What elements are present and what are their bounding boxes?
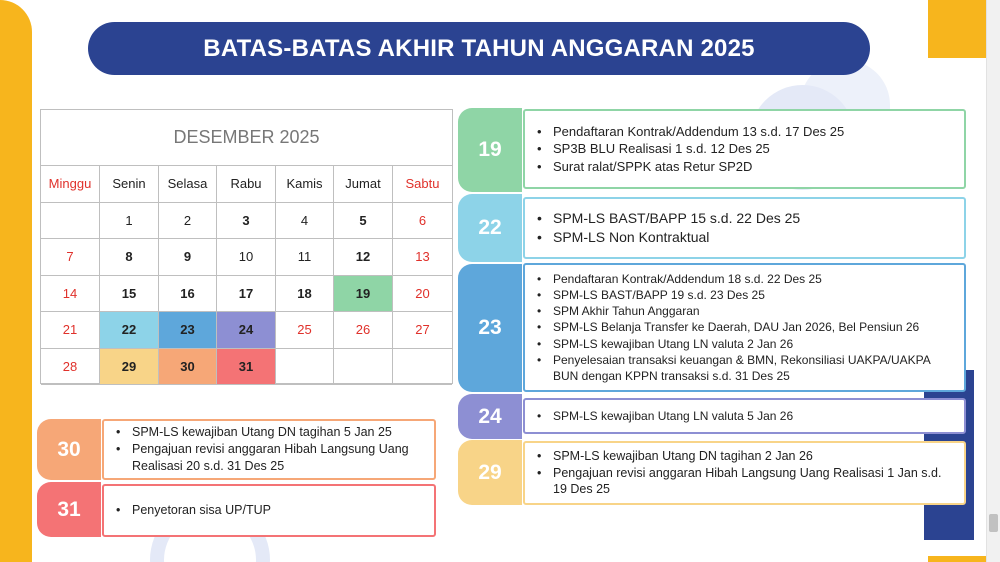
calendar-day: 24 (217, 312, 276, 349)
calendar-day: 23 (159, 312, 217, 349)
deadline-item: • SPM-LS BAST/BAPP 19 s.d. 23 Des 25 (537, 287, 954, 303)
deadline-items (537, 271, 954, 384)
date-tab-22: 22 (458, 194, 522, 262)
calendar-day: 2 (159, 203, 217, 240)
deadline-item: • Penyetoran sisa UP/TUP (116, 502, 271, 519)
calendar (40, 109, 453, 384)
deadline-box-19 (523, 109, 966, 189)
calendar-day: 6 (393, 203, 452, 240)
calendar-day: 31 (217, 349, 276, 386)
calendar-day: 28 (41, 349, 100, 386)
scrollbar-thumb[interactable] (989, 514, 998, 532)
calendar-day: 27 (393, 312, 452, 349)
calendar-day: 9 (159, 239, 217, 276)
vertical-scrollbar[interactable] (986, 0, 1000, 562)
calendar-day: 7 (41, 239, 100, 276)
calendar-day: 3 (217, 203, 276, 240)
calendar-day: 11 (276, 239, 334, 276)
calendar-day: 29 (100, 349, 159, 386)
calendar-day: 12 (334, 239, 393, 276)
deadline-box-29 (523, 441, 966, 505)
calendar-day: 4 (276, 203, 334, 240)
weekday-header: Selasa (159, 166, 217, 203)
calendar-day: 10 (217, 239, 276, 276)
deadline-item: • Pendaftaran Kontrak/Addendum 13 s.d. 17 Des 25 (537, 123, 844, 141)
deadline-item: • Pengajuan revisi anggaran Hibah Langsung Uang Realisasi 1 Jan s.d. 19 Des 25 (537, 465, 954, 499)
deadline-item: • SPM-LS kewajiban Utang DN tagihan 2 Jan 26 (537, 448, 954, 465)
deadline-item: • SPM-LS kewajiban Utang LN valuta 2 Jan 26 (537, 336, 954, 352)
deadline-item: • Pendaftaran Kontrak/Addendum 18 s.d. 22 Des 25 (537, 271, 954, 287)
deadline-box-23 (523, 263, 966, 392)
weekday-header: Senin (100, 166, 159, 203)
weekday-header: Minggu (41, 166, 100, 203)
decorative-top-right-square (928, 0, 986, 58)
deadline-item: • Penyelesaian transaksi keuangan & BMN, Rekonsiliasi UAKPA/UAKPA BUN dengan KPPN transaksi s.d. 31 Des 25 (537, 352, 954, 384)
calendar-day: 8 (100, 239, 159, 276)
calendar-empty-cell (334, 349, 393, 386)
deadline-box-31 (102, 484, 436, 537)
deadline-item: • Surat ralat/SPPK atas Retur SP2D (537, 158, 844, 176)
weekday-header: Sabtu (393, 166, 452, 203)
deadline-item: • SPM-LS BAST/BAPP 15 s.d. 22 Des 25 (537, 209, 800, 228)
calendar-day: 18 (276, 276, 334, 313)
date-tab-30: 30 (37, 419, 101, 480)
calendar-day: 20 (393, 276, 452, 313)
calendar-empty-cell (276, 349, 334, 386)
title-banner (88, 22, 870, 75)
date-tab-29: 29 (458, 440, 522, 505)
calendar-day: 15 (100, 276, 159, 313)
deadline-item: • SPM-LS kewajiban Utang LN valuta 5 Jan 26 (537, 408, 793, 424)
calendar-day: 30 (159, 349, 217, 386)
calendar-day: 5 (334, 203, 393, 240)
date-tab-19: 19 (458, 108, 522, 192)
deadline-item: • SPM-LS kewajiban Utang DN tagihan 5 Jan 25 (116, 424, 424, 441)
date-tab-23: 23 (458, 264, 522, 392)
calendar-grid (41, 166, 452, 385)
deadline-items (537, 123, 844, 176)
decorative-bottom-right-square (928, 556, 986, 562)
deadline-item: • Pengajuan revisi anggaran Hibah Langsung Uang Realisasi 20 s.d. 31 Des 25 (116, 441, 424, 475)
deadline-box-30 (102, 419, 436, 480)
calendar-day: 16 (159, 276, 217, 313)
weekday-header: Rabu (217, 166, 276, 203)
date-tab-31: 31 (37, 482, 101, 537)
calendar-month: DESEMBER 2025 (41, 110, 452, 166)
calendar-day: 21 (41, 312, 100, 349)
calendar-day: 25 (276, 312, 334, 349)
calendar-day: 14 (41, 276, 100, 313)
deadline-item: • SPM-LS Belanja Transfer ke Daerah, DAU Jan 2026, Bel Pensiun 26 (537, 319, 954, 335)
deadline-items (116, 424, 424, 475)
calendar-day: 19 (334, 276, 393, 313)
deadline-item: • SPM Akhir Tahun Anggaran (537, 303, 954, 319)
calendar-day: 1 (100, 203, 159, 240)
calendar-day: 26 (334, 312, 393, 349)
deadline-items (537, 448, 954, 499)
deadline-items (116, 502, 271, 519)
calendar-day: 13 (393, 239, 452, 276)
deadline-item: • SP3B BLU Realisasi 1 s.d. 12 Des 25 (537, 140, 844, 158)
decorative-left-bar (0, 0, 32, 562)
deadline-items (537, 408, 793, 424)
deadline-box-22 (523, 197, 966, 259)
deadline-item: • SPM-LS Non Kontraktual (537, 228, 800, 247)
calendar-day: 22 (100, 312, 159, 349)
deadline-items (537, 209, 800, 247)
weekday-header: Jumat (334, 166, 393, 203)
date-tab-24: 24 (458, 394, 522, 439)
page-title: BATAS-BATAS AKHIR TAHUN ANGGARAN 2025 (203, 34, 755, 62)
calendar-day: 17 (217, 276, 276, 313)
calendar-empty-cell (393, 349, 452, 386)
deadline-box-24 (523, 398, 966, 434)
calendar-empty-cell (41, 203, 100, 240)
weekday-header: Kamis (276, 166, 334, 203)
